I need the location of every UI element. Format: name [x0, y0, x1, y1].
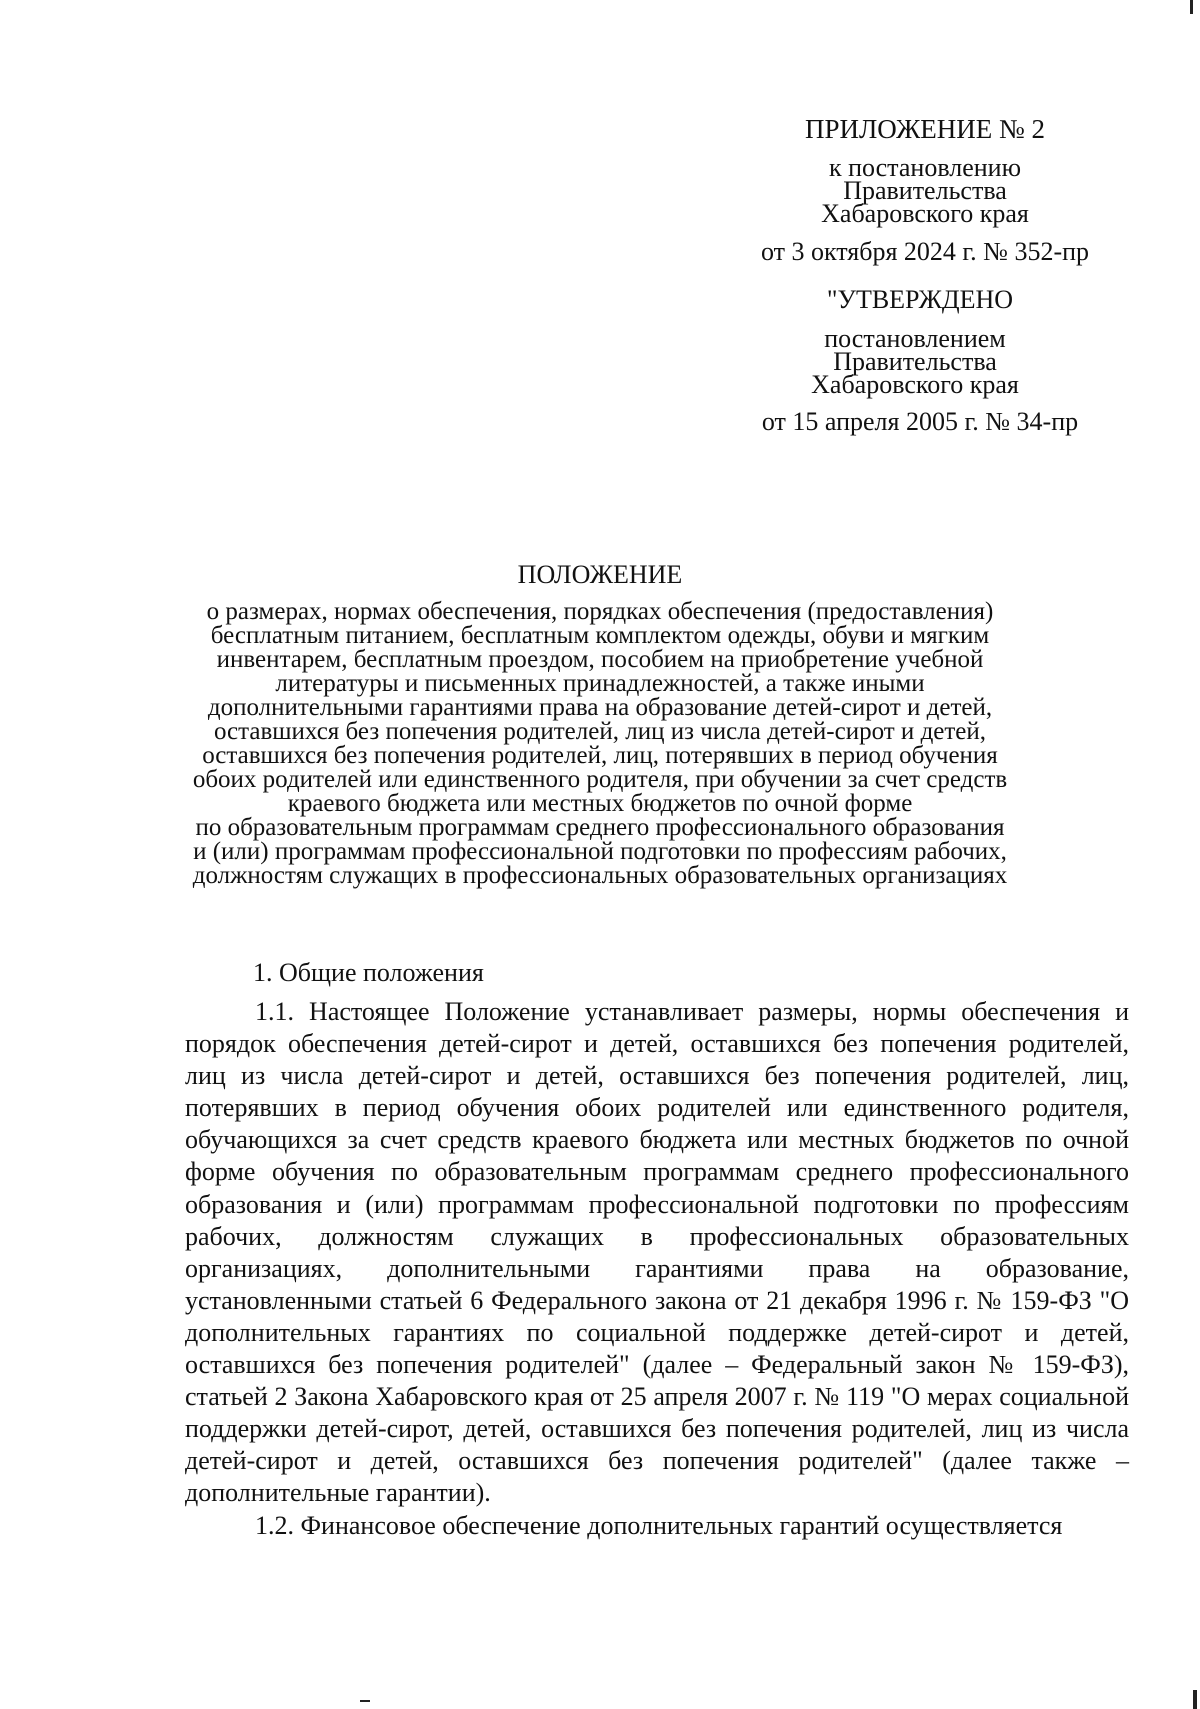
scan-mark-top-right	[1190, 0, 1193, 14]
approved-date-number: от 15 апреля 2005 г. № 34-пр	[761, 407, 1079, 436]
appendix-line-3: Хабаровского края	[821, 199, 1029, 228]
appendix-line-1: к постановлению	[828, 153, 1022, 182]
subtitle-line: оставшихся без попечения родителей, лиц, потерявших в период обучения	[202, 742, 998, 769]
subtitle-line: обоих родителей или единственного родителя, при обучении за счет средств	[192, 766, 1008, 793]
approved-line-2: Правительства	[833, 347, 997, 376]
subtitle-line: дополнительными гарантиями права на образование детей-сирот и детей,	[207, 694, 993, 721]
scan-mark-bottom-right	[1193, 1690, 1197, 1709]
subtitle-line: литературы и письменных принадлежностей, а также иными	[275, 670, 925, 697]
document-subtitle	[150, 600, 1050, 888]
paragraph-1-1: 1.1. Настоящее Положение устанавливает размеры, нормы обеспечения и порядок обеспечения детей-сирот и детей, оставшихся без попечения родителей, лиц из числа детей-сирот и детей, оставшихся без попечения родителей, лиц, потерявших в период обучения обоих родителей или единственного родителя, обучающихся за счет средств краевого бюджета или местных бюджетов по очной форме обучения по образовательным программам среднего профессионального образования и (или) программам профессиональной подготовки по профессиям рабочих, должностям служащих в профессиональных образовательных организациях, дополнительными гарантиями права на образование, установленными статьей 6 Федерального закона от 21 декабря 1996 г. № 159-ФЗ "О дополнительных гарантиях по социальной поддержке детей-сирот и детей, оставшихся без попечения родителей" (далее – Федеральный закон № 159-ФЗ), статьей 2 Закона Хабаровского края от 25 апреля 2007 г. № 119 "О мерах социальной поддержки детей-сирот, детей, оставшихся без попечения родителей, лиц из числа детей-сирот и детей, оставшихся без попечения родителей" (далее также – дополнительные гарантии).	[185, 997, 1129, 1508]
approved-title: "УТВЕРЖДЕНО	[826, 285, 1014, 314]
subtitle-line: оставшихся без попечения родителей, лиц из числа детей-сирот и детей,	[213, 718, 987, 745]
subtitle-line: по образовательным программам среднего профессионального образования	[195, 814, 1005, 841]
appendix-header	[690, 114, 1160, 144]
approved-line-1: постановлением	[824, 324, 1006, 353]
appendix-to-resolution	[690, 153, 1160, 228]
paragraph-1-2: 1.2. Финансовое обеспечение дополнительных гарантий осуществляется	[255, 1510, 1063, 1540]
appendix-title: ПРИЛОЖЕНИЕ № 2	[804, 114, 1046, 144]
approved-line-3: Хабаровского края	[811, 370, 1019, 399]
section-body	[185, 996, 1129, 1542]
subtitle-line: бесплатным питанием, бесплатным комплектом одежды, обуви и мягким	[210, 622, 990, 649]
section-title: 1. Общие положения	[253, 958, 484, 987]
subtitle-line: о размерах, нормах обеспечения, порядках обеспечения (предоставления)	[206, 598, 994, 625]
subtitle-line: должностям служащих в профессиональных образовательных организациях	[192, 862, 1008, 889]
document-title: ПОЛОЖЕНИЕ	[517, 560, 683, 589]
appendix-line-2: Правительства	[843, 176, 1007, 205]
subtitle-line: краевого бюджета или местных бюджетов по очной форме	[287, 790, 913, 817]
approved-by	[680, 324, 1150, 399]
subtitle-line: и (или) программам профессиональной подготовки по профессиям рабочих,	[193, 838, 1007, 865]
scan-mark-bottom	[360, 1700, 370, 1702]
appendix-date-number: от 3 октября 2024 г. № 352-пр	[760, 237, 1090, 266]
subtitle-line: инвентарем, бесплатным проездом, пособием на приобретение учебной	[216, 646, 984, 673]
